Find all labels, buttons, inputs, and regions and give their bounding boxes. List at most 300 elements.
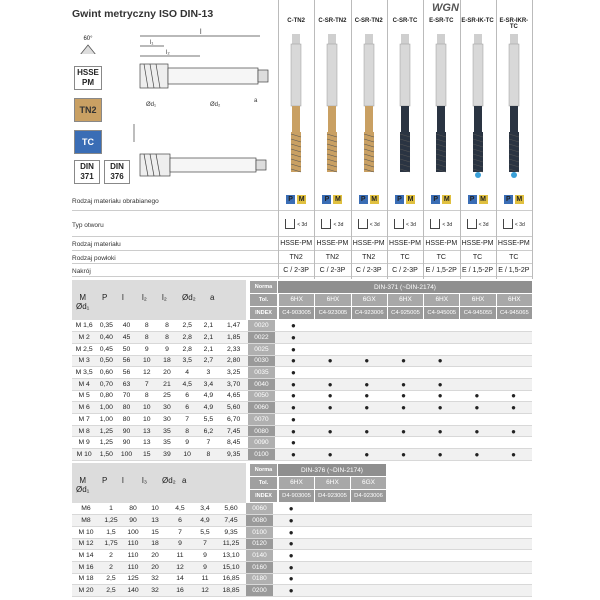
cell-l1: 7 (137, 378, 157, 390)
availability-cell (346, 538, 382, 550)
tap-tool-image (359, 34, 379, 184)
table-row (72, 378, 532, 390)
empty-cell (382, 585, 532, 597)
index-code: C4-923005 (314, 307, 350, 319)
cell-x: 1,47 (220, 320, 248, 332)
material-m-icon: M (335, 195, 341, 203)
availability-cell: ● (348, 402, 385, 414)
material-icons (351, 195, 387, 204)
cell-m: M 1,6 (72, 320, 96, 332)
material-processed-row (278, 188, 532, 210)
cell-m: M 6 (72, 402, 96, 414)
column-header: l₂ (142, 293, 147, 302)
cell-a: 5,5 (194, 526, 216, 538)
cell-d2: 4 (177, 367, 197, 379)
cell-code: 0025 (248, 343, 275, 355)
tolerance: 6HX (496, 294, 532, 306)
table-row (72, 585, 532, 597)
availability-cell: ● (348, 390, 385, 402)
cell-code: 0070 (248, 414, 275, 426)
material-m-icon: M (443, 195, 450, 203)
availability-cell (459, 437, 496, 449)
cell-code: 0060 (246, 503, 273, 515)
cell-p: 2 (100, 561, 122, 573)
cell-l2: 35 (157, 425, 177, 437)
cell-a: 7 (197, 437, 219, 449)
material-icons (387, 195, 423, 204)
availability-cell (312, 332, 349, 344)
empty-cell (382, 573, 532, 585)
cell-code: 0020 (248, 320, 275, 332)
dim-d1: Ød₁ (146, 102, 157, 108)
availability-cell (309, 561, 345, 573)
cell-x: 18,85 (216, 585, 246, 597)
product-name: C-SR-TN2 (354, 18, 383, 24)
blind-hole-icon (467, 219, 477, 229)
cell-l2: 9 (157, 343, 177, 355)
column-header: l₂ (162, 293, 167, 302)
cell-d2: 10 (177, 449, 197, 461)
cell-l: 125 (122, 573, 144, 585)
cell-p: 2,5 (100, 573, 122, 585)
availability-cell (495, 437, 532, 449)
material-m-icon: M (516, 195, 523, 203)
cell-a: 8 (197, 449, 219, 461)
cell-l: 90 (116, 437, 136, 449)
material-p-icon: P (431, 195, 440, 204)
availability-cell (346, 561, 382, 573)
cell-l2: 8 (157, 332, 177, 344)
availability-cell (422, 343, 459, 355)
availability-cell: ● (275, 414, 312, 426)
material-icons (496, 195, 532, 204)
cell-d2: 8 (177, 425, 197, 437)
availability-cell (495, 414, 532, 426)
t1-index-label: INDEX (250, 307, 277, 319)
cell-l3: 32 (144, 585, 166, 597)
availability-cell: ● (495, 425, 532, 437)
t2-tol-label: Tol. (250, 477, 277, 489)
column-divider (314, 0, 315, 279)
cell-d2: 2,8 (177, 332, 197, 344)
cell-a: 2,1 (197, 332, 219, 344)
tap-drawing (104, 24, 276, 192)
availability-cell (495, 378, 532, 390)
cell-l3: 20 (144, 550, 166, 562)
material-icons (314, 195, 350, 204)
cell-x: 5,60 (216, 503, 246, 515)
availability-cell: ● (275, 343, 312, 355)
availability-cell: ● (312, 355, 349, 367)
column-header: l₃ (142, 476, 148, 485)
chamfer-row (278, 267, 532, 274)
table-row (72, 526, 532, 538)
thread-angle-icon (76, 34, 100, 54)
availability-cell: ● (312, 425, 349, 437)
cell-d2: 11 (166, 550, 194, 562)
cell-code: 0140 (246, 550, 273, 562)
dim-d2: Ød₂ (210, 102, 221, 108)
cell-p: 2 (100, 550, 122, 562)
tolerance: 6HX (314, 294, 350, 306)
column-header: Ød₂ (182, 293, 196, 302)
availability-cell (459, 332, 496, 344)
cell-m: M 3,5 (72, 367, 96, 379)
availability-cell: ● (312, 402, 349, 414)
blind-hole-icon (430, 219, 440, 229)
cell-p: 1,25 (96, 437, 116, 449)
cell-l: 40 (116, 320, 136, 332)
tolerance: 6GX (350, 477, 386, 489)
cell-a: 2,1 (197, 343, 219, 355)
cell: HSSE-PM (425, 240, 458, 247)
cell-code: 0090 (248, 437, 275, 449)
column-divider (351, 0, 352, 279)
cell-l: 140 (122, 585, 144, 597)
cell-l: 70 (116, 390, 136, 402)
availability-cell: ● (385, 390, 422, 402)
column-header: M Ød₁ (76, 293, 90, 311)
empty-cell (382, 515, 532, 527)
cell-l1: 13 (137, 437, 157, 449)
cell-m: M 10 (72, 526, 100, 538)
cell-l: 63 (116, 378, 136, 390)
t1-tolerances (278, 294, 532, 306)
cell-m: M 20 (72, 585, 100, 597)
cell-l: 100 (122, 526, 144, 538)
cell-l2: 25 (157, 390, 177, 402)
cell: E / 1,5-2P (461, 267, 494, 274)
column-divider (496, 0, 497, 279)
cell-x: 2,80 (220, 355, 248, 367)
cell-l2: 21 (157, 378, 177, 390)
index-code: C4-945065 (496, 307, 532, 319)
cell-p: 1,00 (96, 402, 116, 414)
tap-tool-image (431, 34, 451, 184)
table-row (72, 449, 532, 461)
availability-cell: ● (385, 449, 422, 461)
material-row (278, 240, 532, 247)
availability-cell (309, 573, 345, 585)
cell-a: 2,1 (197, 320, 219, 332)
material-icons (278, 195, 314, 204)
availability-cell: ● (422, 378, 459, 390)
availability-cell (422, 414, 459, 426)
material-m-icon: M (480, 195, 486, 203)
index-code: C4-945055 (459, 307, 495, 319)
cell-x: 15,10 (216, 561, 246, 573)
availability-cell (422, 437, 459, 449)
index-code: C4-945005 (423, 307, 459, 319)
availability-cell (346, 585, 382, 597)
cell-m: M 14 (72, 550, 100, 562)
label-material: Rodzaj materiału (72, 241, 121, 248)
material-m-icon: M (298, 195, 305, 203)
cell-l3: 20 (144, 561, 166, 573)
column-divider (423, 0, 424, 279)
coating-row (278, 254, 532, 261)
table-row (72, 367, 532, 379)
cell: HSSE-PM (497, 240, 530, 247)
tolerance: 6HX (423, 294, 459, 306)
cell-l2: 20 (157, 367, 177, 379)
tap-tool-image (504, 34, 524, 184)
availability-cell (348, 343, 385, 355)
table-row (72, 515, 532, 527)
label-coating: Rodzaj powłoki (72, 255, 116, 262)
hole-depth: < 3d (369, 221, 380, 228)
availability-cell (385, 414, 422, 426)
cell-a: 9 (194, 561, 216, 573)
availability-cell: ● (459, 390, 496, 402)
cell-code: 0180 (246, 573, 273, 585)
availability-cell: ● (312, 378, 349, 390)
material-p-icon: P (286, 195, 295, 204)
cell: E / 1,5-2P (425, 267, 457, 274)
cell-x: 16,85 (216, 573, 246, 585)
availability-cell: ● (385, 402, 422, 414)
tolerance: 6HX (278, 294, 314, 306)
dim-l1: l₁ (150, 40, 154, 46)
material-m-icon: M (371, 195, 378, 203)
t1-table (72, 320, 532, 461)
hole-type-cell (387, 219, 423, 229)
tap-tool-image (395, 34, 415, 184)
hole-depth: < 3d (333, 221, 344, 228)
hole-depth: < 3d (442, 221, 453, 228)
cell-a: 4,9 (197, 402, 219, 414)
table-row (72, 561, 532, 573)
cell-p: 0,35 (96, 320, 116, 332)
cell-a: 7 (194, 538, 216, 550)
t1-index-codes (278, 307, 532, 319)
product-name: E-SR-TC (429, 18, 454, 24)
cell-p: 0,80 (96, 390, 116, 402)
cell-x: 1,85 (220, 332, 248, 344)
t2-norm: DIN-376 (~DIN-2174) (278, 464, 386, 476)
availability-cell (495, 367, 532, 379)
cell-d2: 12 (166, 561, 194, 573)
cell-l2: 30 (157, 402, 177, 414)
cell-p: 0,70 (96, 378, 116, 390)
column-header: Ød₂ (162, 476, 176, 485)
cell-l: 110 (122, 561, 144, 573)
hole-depth: < 3d (297, 221, 308, 228)
product-name: E-SR-IK-TC (461, 18, 494, 24)
cell-code: 0060 (248, 402, 275, 414)
t2-table (72, 503, 532, 597)
column-divider (387, 0, 388, 279)
cell-m: M 16 (72, 561, 100, 573)
availability-cell (385, 367, 422, 379)
availability-cell (495, 332, 532, 344)
cell-code: 0080 (248, 425, 275, 437)
cell-a: 11 (194, 573, 216, 585)
cell-x: 4,65 (220, 390, 248, 402)
cell-d2: 2,8 (177, 343, 197, 355)
cell-code: 0050 (248, 390, 275, 402)
cell-x: 13,10 (216, 550, 246, 562)
badge-hsse-pm: HSSE PM (74, 66, 102, 90)
brand-logo: WGN (432, 2, 459, 14)
cell-d2: 7 (166, 526, 194, 538)
cell: TN2 (362, 254, 376, 261)
cell-p: 1,5 (100, 526, 122, 538)
availability-cell: ● (273, 585, 309, 597)
availability-cell (346, 526, 382, 538)
column-header: P (102, 293, 108, 302)
table-row (72, 343, 532, 355)
cell: HSSE-PM (352, 240, 385, 247)
table-row (72, 550, 532, 562)
cell-p: 1,50 (96, 449, 116, 461)
availability-cell (422, 320, 459, 332)
index-code: D4-923006 (350, 490, 386, 502)
blind-hole-icon (358, 219, 368, 229)
column-divider (460, 0, 461, 279)
cell-p: 1 (100, 503, 122, 515)
index-code: D4-903005 (278, 490, 314, 502)
cell-x: 5,60 (220, 402, 248, 414)
empty-cell (382, 526, 532, 538)
availability-cell: ● (495, 402, 532, 414)
label-material-processed: Rodzaj materiału obrabianego (72, 198, 159, 205)
tolerance: 6HX (387, 294, 423, 306)
cell: C / 2-3P (392, 267, 418, 274)
table-row (72, 390, 532, 402)
hole-type-cell (423, 219, 459, 229)
column-header: a (210, 293, 215, 302)
tolerance: 6HX (459, 294, 495, 306)
cell-l: 80 (116, 402, 136, 414)
material-p-icon: P (504, 195, 513, 204)
cell-d2: 4,5 (177, 378, 197, 390)
cell-l1: 10 (137, 414, 157, 426)
cell-m: M 4 (72, 378, 96, 390)
cell-p: 1,75 (100, 538, 122, 550)
cell-code: 0160 (246, 561, 273, 573)
cell: TC (509, 254, 519, 261)
cell-p: 1,00 (96, 414, 116, 426)
availability-cell: ● (348, 425, 385, 437)
cell-x: 9,35 (220, 449, 248, 461)
hole-type-cell (351, 219, 387, 229)
availability-cell: ● (275, 402, 312, 414)
cell-l1: 8 (137, 320, 157, 332)
cell-m: M8 (72, 515, 100, 527)
table-row (72, 355, 532, 367)
cell-code: 0030 (248, 355, 275, 367)
availability-cell: ● (348, 378, 385, 390)
cell-m: M 5 (72, 390, 96, 402)
tap-tool-image (322, 34, 342, 184)
availability-cell (348, 414, 385, 426)
product-name: C-SR-TC (392, 18, 418, 24)
cell-m: M 12 (72, 538, 100, 550)
cell-l: 80 (116, 414, 136, 426)
availability-cell: ● (275, 425, 312, 437)
product-name: E-SR-IKR-TC (499, 18, 529, 30)
table-row (72, 503, 532, 515)
cell-d2: 14 (166, 573, 194, 585)
column-header: l (122, 293, 124, 302)
availability-cell (385, 343, 422, 355)
cell-l1: 9 (137, 343, 157, 355)
cell-a: 4,9 (197, 390, 219, 402)
availability-cell: ● (422, 402, 459, 414)
cell-l1: 10 (137, 402, 157, 414)
cell-l: 50 (116, 343, 136, 355)
availability-cell (346, 573, 382, 585)
t2-norm-label: Norma (250, 464, 277, 476)
availability-cell: ● (385, 378, 422, 390)
tap-tool-image (468, 34, 488, 184)
material-p-icon: P (395, 195, 404, 204)
cell-code: 0100 (246, 526, 273, 538)
availability-cell: ● (422, 355, 459, 367)
availability-cell (348, 332, 385, 344)
thread-profile-icon (78, 44, 98, 54)
index-code: D4-923005 (314, 490, 350, 502)
column-header: a (182, 476, 187, 485)
availability-cell: ● (273, 561, 309, 573)
table-row (72, 414, 532, 426)
cell: C / 2-3P (283, 267, 309, 274)
label-chamfer: Nakrój (72, 268, 91, 275)
column-header: P (102, 476, 108, 485)
availability-cell (385, 320, 422, 332)
cell-code: 0120 (246, 538, 273, 550)
availability-cell: ● (422, 425, 459, 437)
cell-m: M 2,5 (72, 343, 96, 355)
cell-l3: 18 (144, 538, 166, 550)
badge-tc: TC (74, 130, 102, 154)
cell-d2: 6 (166, 515, 194, 527)
cell-a: 3,4 (194, 503, 216, 515)
index-code: C4-925005 (387, 307, 423, 319)
availability-cell (422, 332, 459, 344)
cell-l: 110 (122, 550, 144, 562)
t2-tolerances (278, 477, 386, 489)
cell-x: 6,70 (220, 414, 248, 426)
cell-l2: 35 (157, 437, 177, 449)
availability-cell: ● (275, 390, 312, 402)
material-icons (459, 195, 495, 204)
cell-x: 2,33 (220, 343, 248, 355)
availability-cell (312, 343, 349, 355)
cell-x: 9,35 (216, 526, 246, 538)
table-row (72, 425, 532, 437)
cell-code: 0040 (248, 378, 275, 390)
cell-l: 80 (122, 503, 144, 515)
t1-tol-label: Tol. (250, 294, 277, 306)
blind-hole-icon (321, 219, 331, 229)
availability-cell: ● (422, 449, 459, 461)
cell-l1: 15 (137, 449, 157, 461)
hole-type-cell (278, 219, 314, 229)
availability-cell (459, 355, 496, 367)
cell-l: 100 (116, 449, 136, 461)
cell-l1: 8 (137, 390, 157, 402)
label-hole-type: Typ otworu (72, 222, 104, 229)
cell: TN2 (325, 254, 340, 261)
t2-index-codes (278, 490, 386, 502)
cell-p: 1,25 (100, 515, 122, 527)
hole-depth: < 3d (478, 221, 489, 228)
cell: HSSE-PM (461, 240, 494, 247)
t1-norm-label: Norma (250, 281, 277, 293)
empty-cell (382, 561, 532, 573)
